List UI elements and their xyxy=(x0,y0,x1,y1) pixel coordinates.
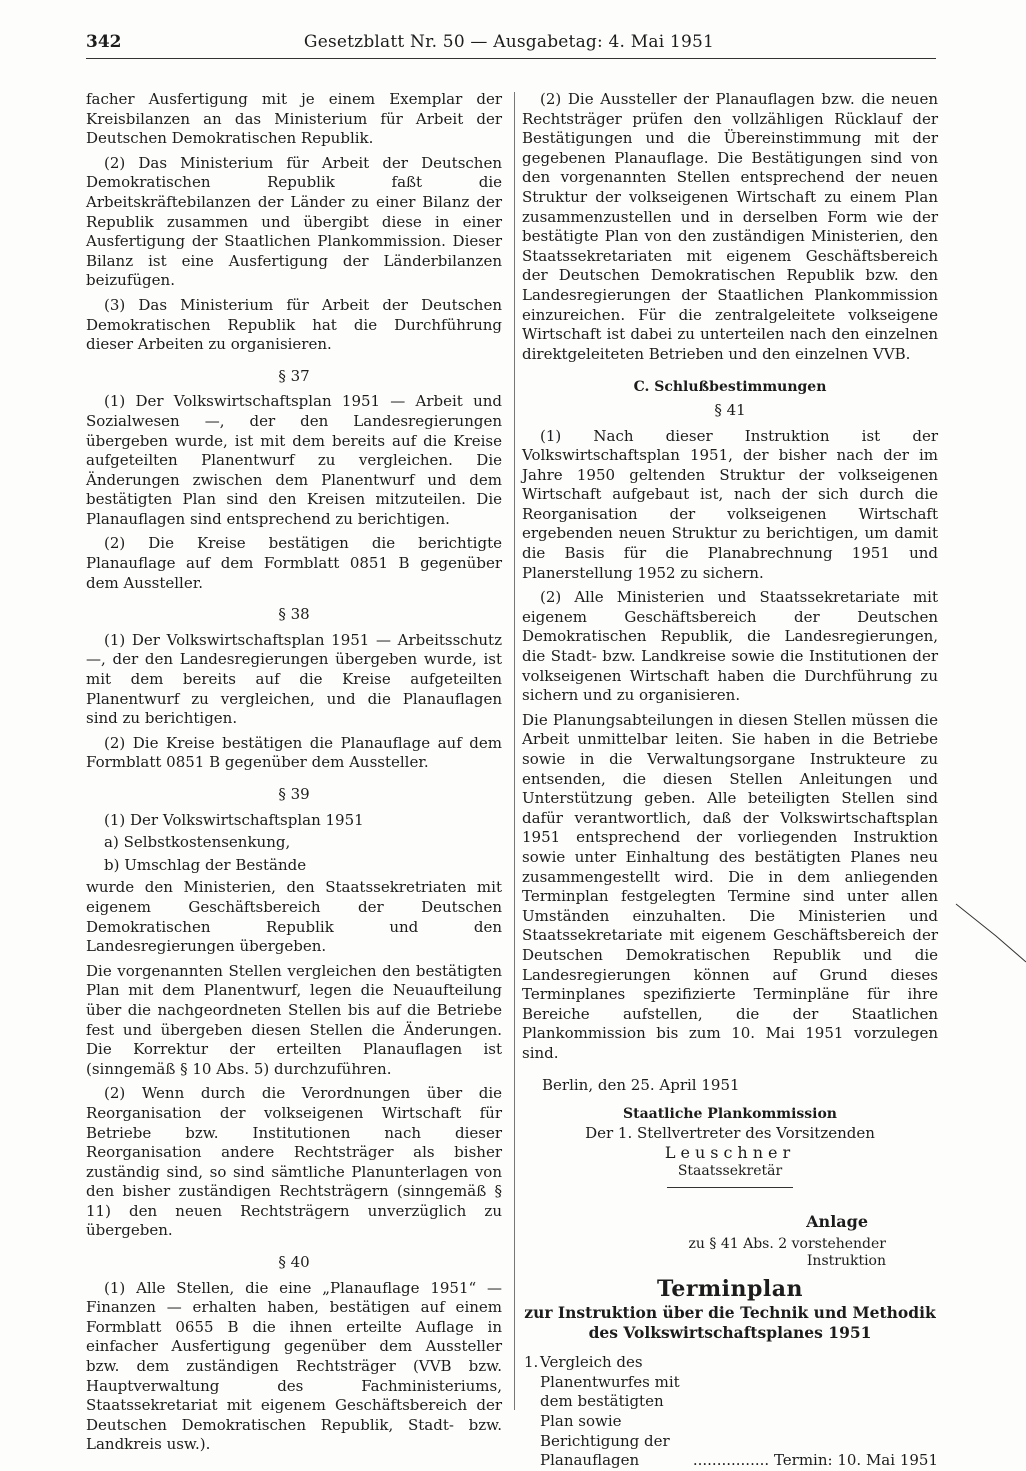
schedule-title: Terminplan xyxy=(656,1275,804,1302)
section-39-title: § 39 xyxy=(278,785,310,803)
paragraph-intro: facher Ausfertigung mit je einem Exemplar der Kreisbilanzen an das Ministerium für Arbeit der Deutschen Demokratischen Republik. xyxy=(86,90,502,148)
paragraph-40-1: (1) Alle Stellen, die eine „Planauflage 1951“ — Finanzen — erhalten haben, bestätigen auf einem Formblatt 0655 B die ihnen erteilte Auflage in einfacher Ausfertigung gegenüber dem Aussteller bzw. dem zuständigen Rechtsträger (VVB bzw. Hauptverwaltung des Fachministeriums, Staatssekretariat mit eigenem Geschäftsbereich der Deutschen Demokratischen Republik, Stadt- bzw. Landkreis usw.). xyxy=(86,1278,502,1454)
right-column xyxy=(522,90,938,1470)
signature-block xyxy=(522,1105,938,1188)
section-40-title: § 40 xyxy=(278,1253,310,1272)
left-column xyxy=(86,90,502,1454)
signature-organization: Staatliche Plankommission xyxy=(623,1106,837,1123)
list-item-a: a) Selbstkostensenkung, xyxy=(104,833,291,852)
paragraph-39-2: (2) Wenn durch die Verordnungen über die Reorganisation der volkseigenen Wirtschaft für Betriebe bzw. Institutionen nach dieser Reorganisation andere Rechtsträger als bisher zuständig sind, so sind sämtliche Planunterlagen von den bisher zuständigen Rechtsträgern (sinngemäß § 11) den neuen Rechtsträgern unverzüglich zu übergeben. xyxy=(86,1084,502,1240)
annex-reference-line-1: zu § 41 Abs. 2 vorstehender xyxy=(688,1235,886,1252)
schedule-subtitle-line-1: zur Instruktion über die Technik und Methodik xyxy=(524,1303,936,1323)
paragraph-41-1: (1) Nach dieser Instruktion ist der Volkswirtschaftsplan 1951, der bisher nach der im Jahre 1950 geltenden Struktur der volkseigenen Wirtschaft aufgebaut ist, nach der sich durch die Reorganisation der volkseigenen Wirtschaft ergebenden neuen Struktur zu berichtigen, um damit die Basis für die Planabrechnung 1951 und Planerstellung 1952 zu sichern. xyxy=(522,426,938,582)
schedule-item-text: Vergleich des Planentwurfes mit dem bestätigten Plan sowie Berichtigung der Planauflagen xyxy=(540,1353,680,1470)
paragraph-39-1: (1) Der Volkswirtschaftsplan 1951 xyxy=(104,810,364,829)
section-37-title: § 37 xyxy=(278,366,310,385)
paragraph-39-cont: wurde den Ministerien, den Staatssekretriaten mit eigenem Geschäftsbereich der Deutschen Demokratischen Republik und den Landesregierungen übergeben. xyxy=(86,878,502,956)
page-number: 342 xyxy=(86,32,122,52)
paragraph-37-1: (1) Der Volkswirtschaftsplan 1951 — Arbeit und Sozialwesen —, der den Landesregierungen übergeben wurde, ist mit dem bereits auf die Kreise aufgeteilten Planentwurf zu vergleichen. Die Änderungen zwischen dem Planentwurf und dem bestätigten Plan sind den Kreisen mitzuteilen. Die Planauflagen sind entsprechend zu berichtigen. xyxy=(86,392,502,528)
schedule-item-dots: ................ xyxy=(692,1451,770,1470)
schedule-item-deadline xyxy=(693,1451,938,1471)
signature-name: Leuschner xyxy=(664,1143,796,1163)
schedule-item xyxy=(524,1353,938,1471)
paragraph-37-2: (2) Die Kreise bestätigen die berichtigte Planauflage auf dem Formblatt 0851 B gegenüber dem Aussteller. xyxy=(86,534,502,592)
paragraph-41-p3: Die Planungsabteilungen in diesen Stellen müssen die Arbeit unmittelbar leiten. Sie haben in die Betriebe sowie in die Verwaltungsorgane Instrukteure zu entsenden, die diesen Stellen Anleitungen und Unterstützung geben. Alle beteiligten Stellen sind dafür verantwortlich, daß der Volkswirtschaftsplan 1951 entsprechend der vorliegenden Instruktion sowie unter Einhaltung des bestätigten Planes neu zusammengestellt wird. Die in dem anliegenden Terminplan festgelegten Termine sind unter allen Umständen einzuhalten. Die Ministerien und Staatssekretariate mit eigenem Geschäftsbereich der Deutschen Demokratischen Republik und die Landesregierungen können auf Grund dieses Terminplanes spezifizierte Terminpläne für ihre Bereiche aufstellen, die der Staatlichen Plankommission bis zum 10. Mai 1951 vorzulegen sind. xyxy=(522,710,938,1062)
column-divider xyxy=(514,92,515,1410)
gazette-title: Gesetzblatt Nr. 50 — Ausgabetag: 4. Mai 1951 xyxy=(303,32,714,52)
paragraph-41-2: (2) Alle Ministerien und Staatssekretariate mit eigenem Geschäftsbereich der Deutschen Demokratischen Republik, die Landesregierungen, die Stadt- bzw. Landkreise sowie die Institutionen der volkseigenen Wirtschaft haben die Durchführung zu sichern und zu organisieren. xyxy=(522,588,938,705)
annex-reference xyxy=(522,1236,938,1270)
schedule-item-term: Termin: 10. Mai 1951 xyxy=(773,1451,938,1470)
section-c-heading: C. Schlußbestimmungen xyxy=(633,379,827,396)
schedule-subtitle xyxy=(522,1303,938,1343)
paragraph-40-2: (2) Die Aussteller der Planauflagen bzw. die neuen Rechtsträger prüfen den vollzähligen Rücklauf der Bestätigungen und die Übereinstimmung mit der gegebenen Planauflage. Die Bestätigungen sind von den vorgenannten Stellen entsprechend der neuen Struktur der volkseigenen Wirtschaft zu einem Plan zusammenzustellen und in derselben Form wie der bestätigte Plan von den zuständigen Ministerien, den Staatssekretariaten mit eigenem Geschäftsbereich der Deutschen Demokratischen Republik bzw. den Landesregierungen der Staatlichen Plankommission einzureichen. Für die zentralgeleitete volkseigene Wirtschaft ist dabei zu unterteilen nach den einzelnen direktgeleiteten Betrieben und den einzelnen VVB. xyxy=(522,90,938,363)
paragraph-39-p2: Die vorgenannten Stellen vergleichen den bestätigten Plan mit dem Planentwurf, legen die Neuaufteilung über die nachgeordneten Stellen bis auf die Betriebe fest und übergeben diesen Stellen die Änderungen. Die Korrektur der erteilten Planauflagen ist (sinngemäß § 10 Abs. 5) durchzuführen. xyxy=(86,961,502,1078)
annex-heading: Anlage xyxy=(806,1212,868,1232)
paragraph-36-3: (3) Das Ministerium für Arbeit der Deutschen Demokratischen Republik hat die Durchführung dieser Arbeiten zu organisieren. xyxy=(86,295,502,354)
paragraph-38-1: (1) Der Volkswirtschaftsplan 1951 — Arbeitsschutz —, der den Landesregierungen übergeben wurde, ist mit dem bereits auf die Kreise aufgeteilten Planentwurf zu vergleichen, und die Planauflagen sind zu berichtigen. xyxy=(86,630,502,728)
schedule-subtitle-line-2: des Volkswirtschaftsplanes 1951 xyxy=(588,1323,872,1343)
signature-rank: Staatssekretär xyxy=(677,1163,783,1180)
list-item-b: b) Umschlag der Bestände xyxy=(104,855,307,874)
place-date: Berlin, den 25. April 1951 xyxy=(542,1075,740,1094)
paragraph-38-2: (2) Die Kreise bestätigen die Planauflage auf dem Formblatt 0851 B gegenüber dem Aussteller. xyxy=(86,733,502,772)
signature-rule xyxy=(667,1187,793,1188)
section-38-title: § 38 xyxy=(278,605,310,624)
paragraph-36-2: (2) Das Ministerium für Arbeit der Deutschen Demokratischen Republik faßt die Arbeitskräftebilanzen der Länder zu einer Bilanz der Republik zusammen und übergibt diese in einer Ausfertigung der Staatlichen Plankommission. Dieser Bilanz ist eine Ausfertigung der Länderbilanzen beizufügen. xyxy=(86,153,502,290)
signature-role: Der 1. Stellvertreter des Vorsitzenden xyxy=(585,1124,875,1143)
annex-reference-line-2: Instruktion xyxy=(806,1252,886,1269)
schedule-item-number: 1. xyxy=(524,1353,539,1372)
header-rule xyxy=(86,58,936,59)
margin-mark-icon xyxy=(956,904,1026,974)
section-41-title: § 41 xyxy=(714,400,746,419)
